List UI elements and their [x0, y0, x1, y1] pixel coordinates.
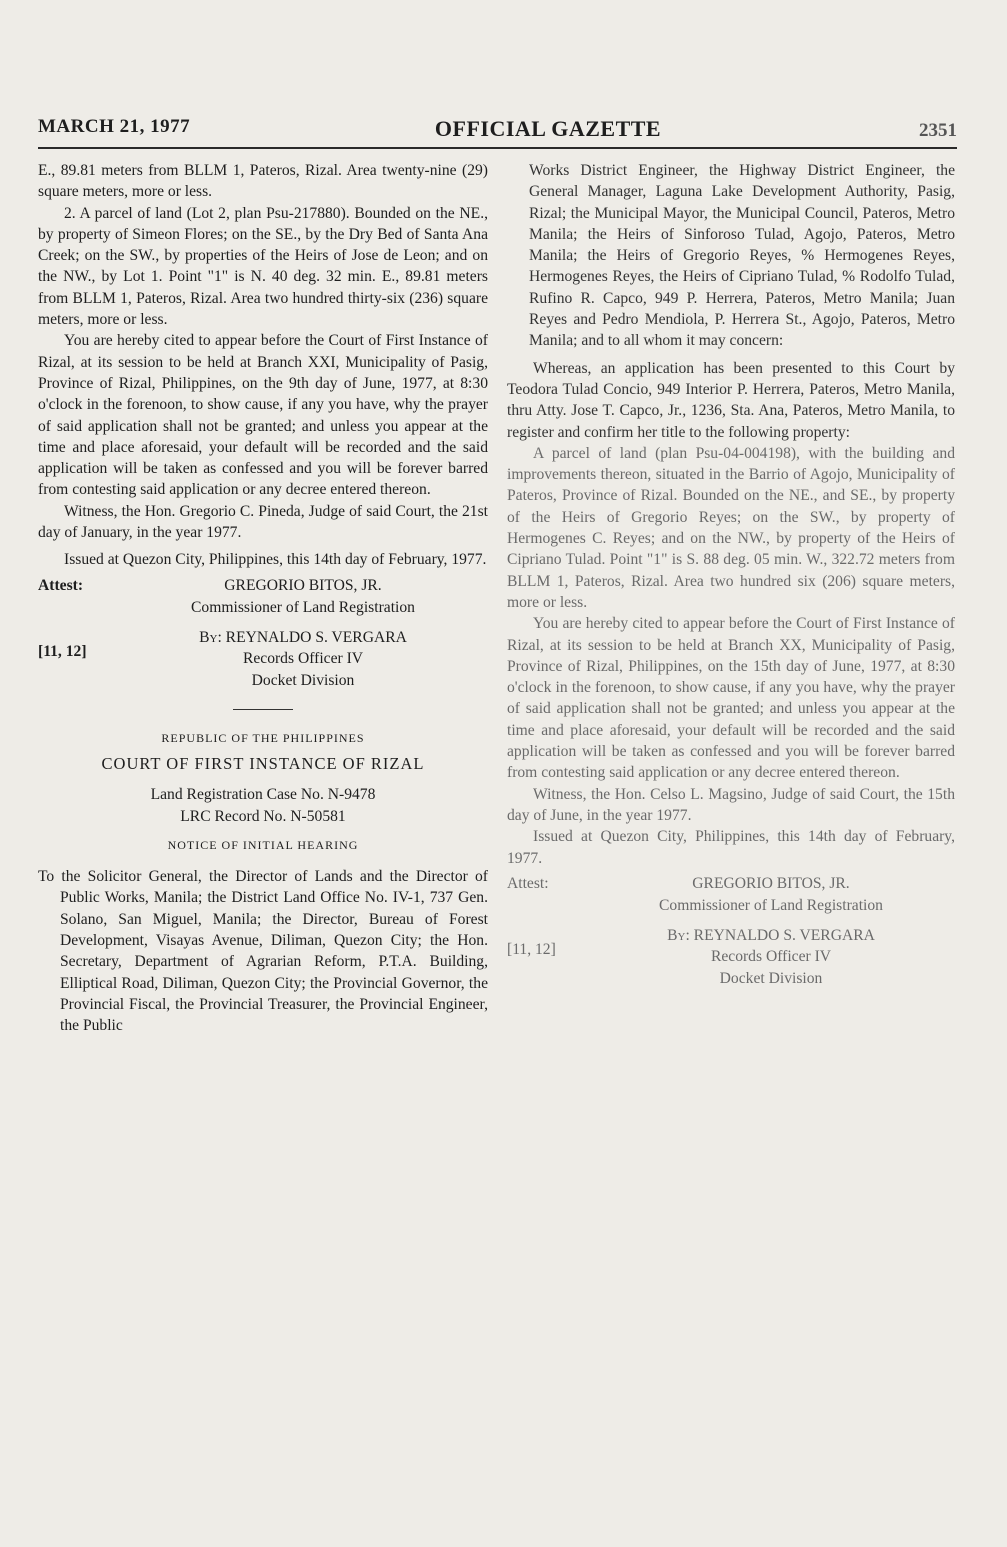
lot1-tail-paragraph: E., 89.81 meters from BLLM 1, Pateros, Rizal. Area twenty-nine (29) square meters, more or less. — [38, 162, 488, 201]
republic-heading: REPUBLIC OF THE PHILIPPINES — [161, 730, 365, 745]
issue-code-2: [11, 12] — [507, 940, 556, 958]
page-header — [38, 108, 957, 142]
addressees-paragraph: To the Solicitor General, the Director of Lands and the Director of Public Works, Manila; the District Land Office No. IV-1, 737 Gen. Solano, San Miguel, Manila; the Director, Bureau of Forest Development, Visayas Avenue, Diliman, Quezon City; the Hon. Secretary, Department of Agrarian Reform, P.T.A. Building, Elliptical Road, Diliman, Quezon City; the Provincial Governor, the Provincial Fiscal, the Provincial Treasurer, the Provincial Engineer, the Public — [38, 868, 488, 1035]
left-column — [38, 160, 488, 1037]
division-name: Docket Division — [251, 671, 355, 689]
case-number: Land Registration Case No. N-9478 — [150, 786, 376, 804]
issue-code: [11, 12] — [38, 642, 87, 660]
whereas-paragraph: Whereas, an application has been presented to this Court by Teodora Tulad Concio, 949 Interior P. Herrera, Pateros, Metro Manila, thru Atty. Jose T. Capco, Jr., 1236, Sta. Ana, Pateros, Metro Manila, to register and confirm her title to the following property: — [507, 359, 955, 441]
property-paragraph: A parcel of land (plan Psu-04-004198), with the building and improvements thereon, situated in the Barrio of Agojo, Municipality of Pateros, Province of Rizal. Bounded on the NE., and SE., by property of the Heirs of Gregorio Reyes; on the SW., by property of Hermogenes C. Reyes; and on the NW., by property of the Heirs of Cipriano Tulad. Point "1" is S. 88 deg. 05 min. W., 322.72 meters from BLLM 1, Pateros, Rizal. Area two hundred six (206) square meters, more or less. — [507, 444, 955, 611]
attest-block — [38, 575, 488, 695]
records-officer-title: Records Officer IV — [242, 649, 364, 667]
right-column — [507, 160, 955, 993]
attest-label: Attest: — [38, 576, 84, 594]
record-number: LRC Record No. N-50581 — [180, 807, 346, 825]
commissioner-office: Commissioner of Land Registration — [191, 598, 415, 616]
addressees-continued: Works District Engineer, the Highway District Engineer, the General Manager, Laguna Lake Development Authority, Pasig, Rizal; the Municipal Mayor, the Municipal Council, Pateros, Metro Manila; the Heirs of Sinforoso Tulad, Agojo, Pateros, Metro Manila; the Heirs of Gregorio Reyes, % Hermogenes Reyes, Hermogenes Reyes, the Heirs of Cipriano Tulad, % Rodolfo Tulad, Rufino R. Capco, 949 P. Herrera, Pateros, Metro Manila; Juan Reyes and Pedro Mendiola, P. Herrera St., Agojo, Pateros, Metro Manila; and to all whom it may concern: — [529, 162, 955, 350]
citation-paragraph-2: You are hereby cited to appear before the Court of First Instance of Rizal, at its session to be held at Branch XX, Municipality of Pasig, Province of Rizal, Philippines, on the 15th day of June, 1977, at 8:30 o'clock in the forenoon, to show cause, if any you have, why the prayer of said application shall not be granted; and unless you appear at the time and place aforesaid, your default will be recorded and the said application will be taken as confessed and you will be forever barred from contesting said application or any decree entered thereon. — [507, 615, 955, 782]
publication-title: OFFICIAL GAZETTE — [434, 116, 662, 141]
court-heading: COURT OF FIRST INSTANCE OF RIZAL — [101, 753, 425, 773]
issue-date: MARCH 21, 1977 — [38, 116, 191, 137]
issued-paragraph-2: Issued at Quezon City, Philippines, this 14th day of February, 1977. — [507, 828, 955, 867]
attest-block-2 — [507, 873, 955, 993]
commissioner-name-2: GREGORIO BITOS, JR. — [692, 874, 850, 892]
commissioner-name: GREGORIO BITOS, JR. — [224, 576, 382, 594]
witness-paragraph: Witness, the Hon. Gregorio C. Pineda, Judge of said Court, the 21st day of January, in the year 1977. — [38, 502, 488, 542]
citation-paragraph: You are hereby cited to appear before the Court of First Instance of Rizal, at its session to be held at Branch XXI, Municipality of Pasig, Province of Rizal, Philippines, on the 9th day of June, 1977, at 8:30 o'clock in the forenoon, to show cause, if any you have, why the prayer of said application shall not be granted; and unless you appear at the time and place aforesaid, your default will be recorded and the said application will be taken as confessed and you will be forever barred from contesting said application or any decree entered thereon. — [38, 332, 488, 499]
records-officer-name: By: REYNALDO S. VERGARA — [199, 628, 407, 646]
attest-label-2: Attest: — [507, 874, 549, 892]
page-number: 2351 — [919, 120, 957, 141]
records-officer-name-2: By: REYNALDO S. VERGARA — [667, 926, 875, 944]
header-rule — [38, 147, 957, 149]
issued-paragraph: Issued at Quezon City, Philippines, this 14th day of February, 1977. — [64, 551, 487, 569]
lot2-paragraph: 2. A parcel of land (Lot 2, plan Psu-217880). Bounded on the NE., by property of Simeon Flores; on the SE., by the Dry Bed of Santa Ana Creek; on the SW., by properties of the Heirs of Jose de Leon; and on the NW., by Lot 1. Point "1" is N. 40 deg. 32 min. E., 89.81 meters from BLLM 1, Pateros, Rizal. Area two hundred thirty-six (236) square meters, more or less. — [38, 204, 488, 329]
witness-paragraph-2: Witness, the Hon. Celso L. Magsino, Judge of said Court, the 15th day of June, in the year 1977. — [507, 785, 955, 824]
commissioner-office-2: Commissioner of Land Registration — [659, 896, 883, 914]
notice-heading: NOTICE OF INITIAL HEARING — [167, 837, 359, 852]
division-name-2: Docket Division — [719, 969, 823, 987]
section-divider — [233, 709, 293, 710]
records-officer-title-2: Records Officer IV — [710, 947, 832, 965]
